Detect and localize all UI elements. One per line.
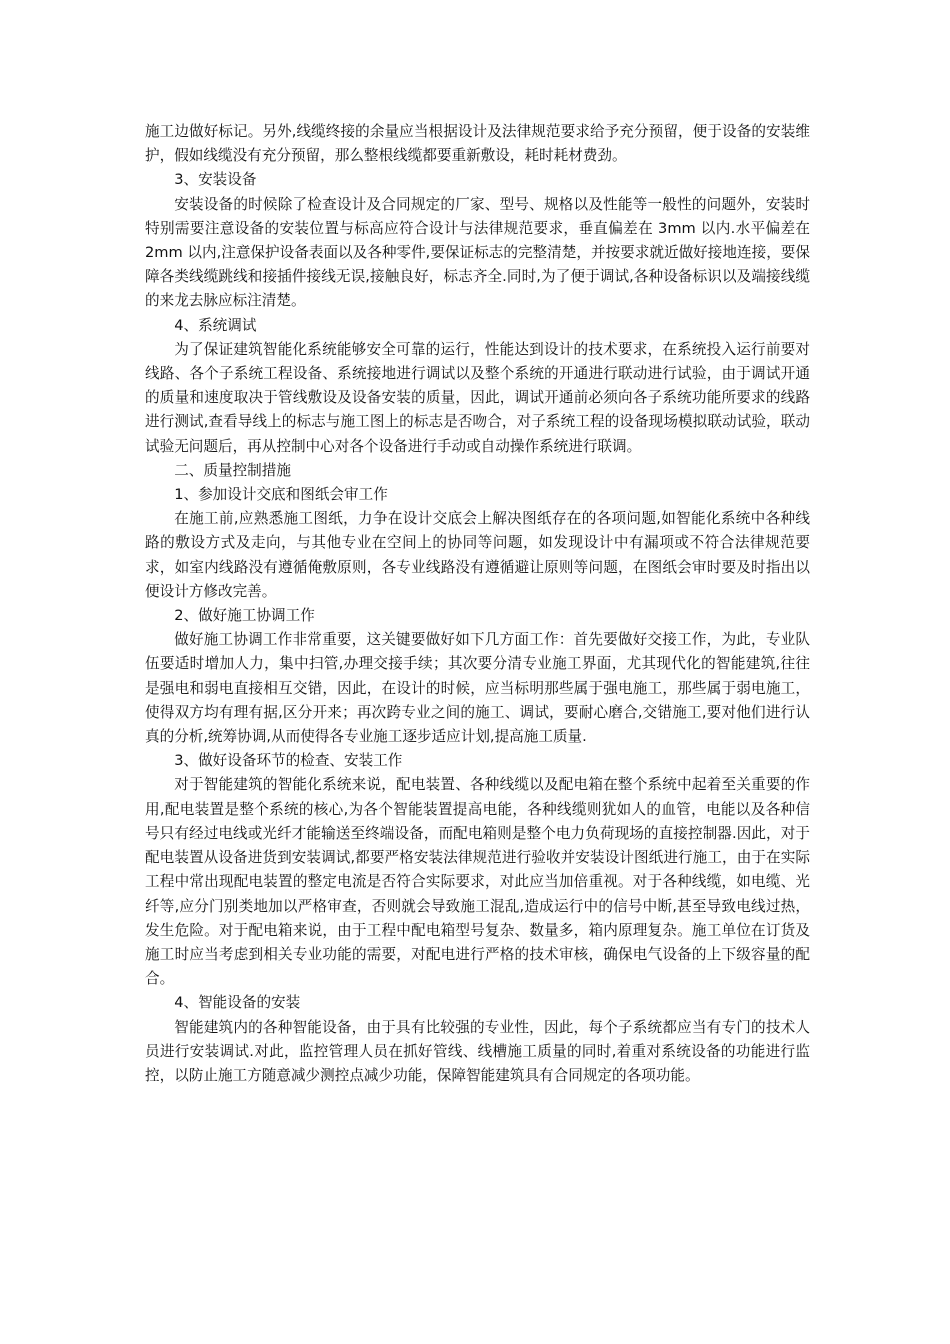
heading-quality-control: 二、质量控制措施 <box>174 461 291 479</box>
document-body <box>145 120 810 1088</box>
heading-coordination: 2、做好施工协调工作 <box>174 607 315 625</box>
paragraph-install-equipment: 安装设备的时候除了检查设计及合同规定的厂家、型号、规格以及性能等一般性的问题外，安装时特别需要注意设备的安装位置与标高应符合设计与法律规范要求，垂直偏差在 3mm 以内.水平偏差在 2mm 以内,注意保护设备表面以及各种零件,要保证标志的完整清楚，并按要求就近做好接地连接，要保障各类线缆跳线和接插件接线无误,接触良好，标志齐全.同时,为了便于调试,各种设备标识以及端接线缆的来龙去脉应标注清楚。 <box>145 195 810 310</box>
paragraph-system-debugging: 为了保证建筑智能化系统能够安全可靠的运行，性能达到设计的技术要求，在系统投入运行前要对线路、各个子系统工程设备、系统接地进行调试以及整个系统的开通进行联动进行试验，由于调试开通的质量和速度取决于管线敷设及设备安装的质量，因此，调试开通前必须向各子系统功能所要求的线路进行测试,查看导线上的标志与施工图上的标志是否吻合，对子系统工程的设备现场模拟联动试验，联动试验无问题后，再从控制中心对各个设备进行手动或自动操作系统进行联调。 <box>145 340 810 455</box>
paragraph-design-review: 在施工前,应熟悉施工图纸，力争在设计交底会上解决图纸存在的各项问题,如智能化系统中各种线路的敷设方式及走向，与其他专业在空间上的协同等问题，如发现设计中有漏项或不符合法律规范要求，如室内线路没有遵循俺敷原则，各专业线路没有遵循避让原则等问题，在图纸会审时要及时指出以便设计方修改完善。 <box>145 510 810 600</box>
paragraph-cable-termination: 施工边做好标记。另外,线缆终接的余量应当根据设计及法律规范要求给予充分预留，便于设备的安装维护，假如线缆没有充分预留，那么整根线缆都要重新敷设，耗时耗材费劲。 <box>145 123 810 165</box>
heading-smart-device-install: 4、智能设备的安装 <box>174 994 301 1012</box>
heading-design-review: 1、参加设计交底和图纸会审工作 <box>174 486 388 504</box>
paragraph-equipment-inspection: 对于智能建筑的智能化系统来说，配电装置、各种线缆以及配电箱在整个系统中起着至关重要的作用,配电装置是整个系统的核心,为各个智能装置提高电能，各种线缆则犹如人的血管，电能以及各种信号只有经过电线或光纤才能输送至终端设备，而配电箱则是整个电力负荷现场的直接控制器.因此，对于配电装置从设备进货到安装调试,都要严格安装法律规范进行验收并安装设计图纸进行施工，由于在实际工程中常出现配电装置的整定电流是否符合实际要求，对此应当加倍重视。对于各种线缆，如电缆、光纤等,应分门别类地加以严格审查，否则就会导致施工混乱,造成运行中的信号中断,甚至导致电线过热，发生危险。对于配电箱来说，由于工程中配电箱型号复杂、数量多，箱内原理复杂。施工单位在订货及施工时应当考虑到相关专业功能的需要，对配电进行严格的技术审核，确保电气设备的上下级容量的配合。 <box>145 776 810 988</box>
paragraph-smart-device-install: 智能建筑内的各种智能设备，由于具有比较强的专业性，因此，每个子系统都应当有专门的技术人员进行安装调试.对此，监控管理人员在抓好管线、线槽施工质量的同时,着重对系统设备的功能进行监控，以防止施工方随意减少测控点减少功能，保障智能建筑具有合同规定的各项功能。 <box>145 1018 810 1084</box>
heading-install-equipment: 3、安装设备 <box>174 171 257 189</box>
paragraph-coordination: 做好施工协调工作非常重要，这关键要做好如下几方面工作：首先要做好交接工作，为此，专业队伍要适时增加人力，集中扫管,办理交接手续；其次要分清专业施工界面，尤其现代化的智能建筑,往往是强电和弱电直接相互交错，因此，在设计的时候，应当标明那些属于强电施工，那些属于弱电施工，使得双方均有理有据,区分开来；再次跨专业之间的施工、调试，要耐心磨合,交错施工,要对他们进行认真的分析,统筹协调,从而使得各专业施工逐步适应计划,提高施工质量. <box>145 631 810 746</box>
heading-system-debugging: 4、系统调试 <box>174 316 257 334</box>
heading-equipment-inspection: 3、做好设备环节的检查、安装工作 <box>174 752 403 770</box>
